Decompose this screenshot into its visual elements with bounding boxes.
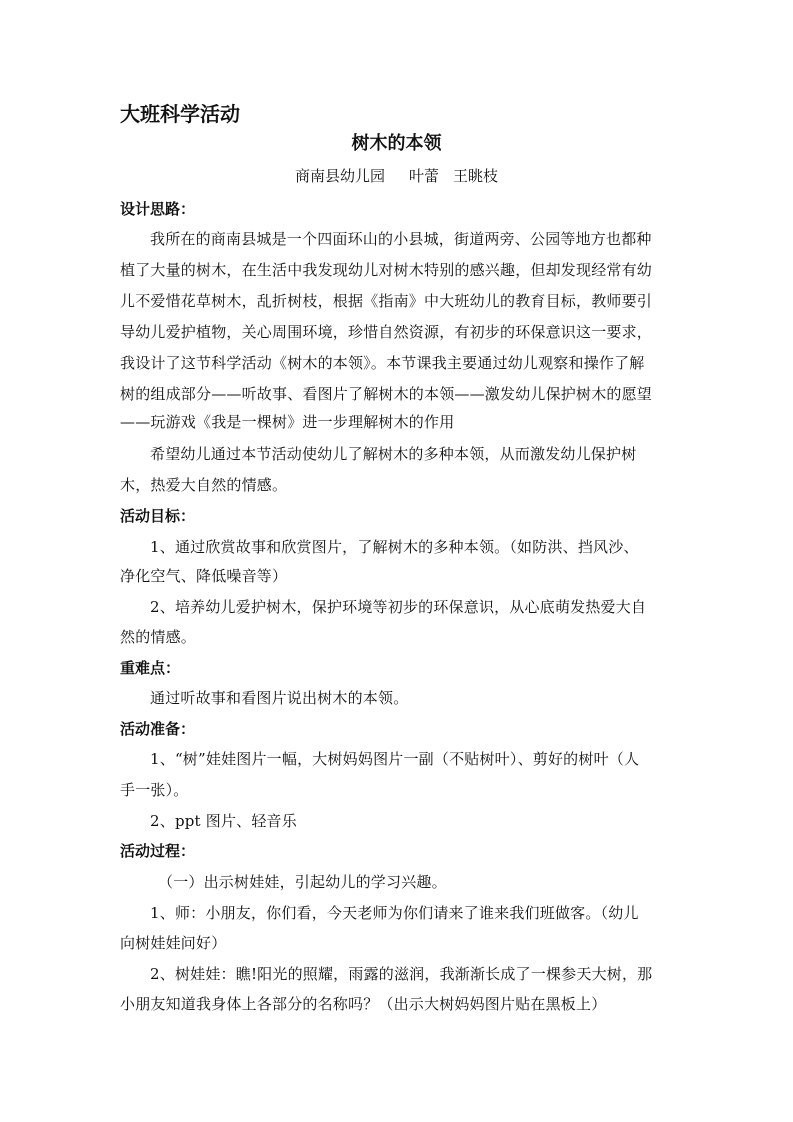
process-heading: 活动过程： <box>120 842 196 860</box>
paragraph-line: 我设计了这节科学活动《树木的本领》。本节课我主要通过幼儿观察和操作了解 <box>120 354 645 372</box>
paragraph-line: 1、“树”娃娃图片一幅，大树妈妈图片一副（不贴树叶）、剪好的树叶（人 <box>150 750 640 768</box>
school-name: 商南县幼儿园 <box>294 167 385 185</box>
paragraph-line: 树的组成部分——听故事、看图片了解树木的本领——激发幼儿保护树木的愿望 <box>120 385 653 403</box>
paragraph-line: 小朋友知道我身体上各部分的名称吗？（出示大树妈妈图片贴在黑板上） <box>120 995 607 1013</box>
paragraph-line: 1、通过欣赏故事和欣赏图片，了解树木的多种本领。（如防洪、挡风沙、 <box>150 538 639 556</box>
paragraph-line: 2、培养幼儿爱护树木，保护环境等初步的环保意识，从心底萌发热爱大自 <box>150 598 647 616</box>
document-title: 大班科学活动 <box>120 102 240 126</box>
paragraph-line: 然的情感。 <box>120 628 197 646</box>
paragraph-line: 向树娃娃问好） <box>120 934 227 952</box>
paragraph-line: 2、ppt 图片、轻音乐 <box>150 812 297 830</box>
paragraph-line: 通过听故事和看图片说出树木的本领。 <box>150 689 409 707</box>
author-name-2: 王眺枝 <box>453 167 499 185</box>
paragraph-line: ——玩游戏《我是一棵树》进一步理解树木的作用 <box>120 413 455 431</box>
paragraph-line: 植了大量的树木，在生活中我发现幼儿对树木特别的感兴趣，但却发现经常有幼 <box>120 261 653 279</box>
paragraph-line: 希望幼儿通过本节活动使幼儿了解树木的多种本领，从而激发幼儿保护树 <box>150 445 637 463</box>
design-heading: 设计思路： <box>120 200 196 218</box>
paragraph-line: 导幼儿爱护植物，关心周围环境，珍惜自然资源，有初步的环保意识这一要求， <box>120 323 653 341</box>
paragraph-line: 手一张）。 <box>120 781 189 799</box>
document-subtitle: 树木的本领 <box>351 133 442 154</box>
author-line <box>0 163 793 189</box>
paragraph-line: 我所在的商南县城是一个四面环山的小县城，街道两旁、公园等地方也都种 <box>150 230 652 248</box>
paragraph-line: 2、树娃娃：瞧!阳光的照耀，雨露的滋润，我渐渐长成了一棵参天大树，那 <box>150 965 653 983</box>
paragraph-line: 净化空气、降低噪音等） <box>120 567 288 585</box>
paragraph-line: 儿不爱惜花草树木，乱折树枝，根据《指南》中大班幼儿的教育目标，教师要引 <box>120 292 653 310</box>
author-name-1: 叶蕾 <box>408 167 439 185</box>
preparation-heading: 活动准备： <box>120 720 196 738</box>
key-points-heading: 重难点： <box>120 659 181 677</box>
goals-heading: 活动目标： <box>120 507 196 525</box>
paragraph-line: 1、师：小朋友，你们看，今天老师为你们请来了谁来我们班做客。（幼儿 <box>150 904 639 922</box>
paragraph-line: （一）出示树娃娃，引起幼儿的学习兴趣。 <box>158 873 447 891</box>
paragraph-line: 木，热爱大自然的情感。 <box>120 476 288 494</box>
